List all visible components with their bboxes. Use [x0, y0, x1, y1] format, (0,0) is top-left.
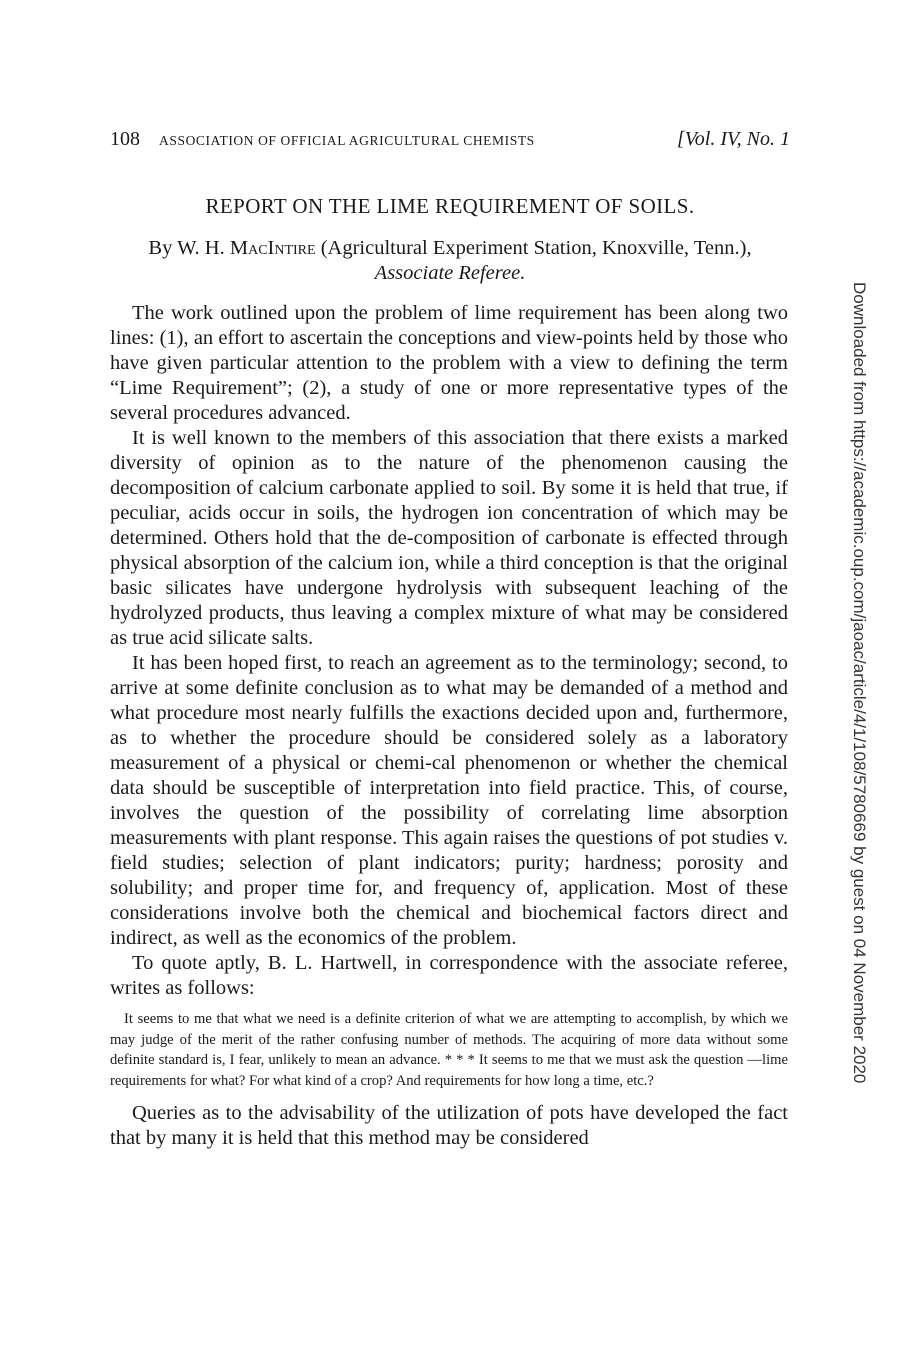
download-notice: Downloaded from https://academic.oup.com/jaoac/article/4/1/108/5780669 by guest on 04 November 2020 [850, 282, 869, 1084]
author-role: Associate Referee. [374, 262, 526, 284]
article-body [110, 301, 788, 1151]
paragraph: It is well known to the members of this association that there exists a marked diversity of opinion as to the nature of the phenomenon causing the decomposition of calcium carbonate applied to soil. By some it is held that true, if peculiar, acids occur in soils, the hydrogen ion concentration of which may be determined. Others hold that the de-composition of carbonate is effected through physical absorption of the calcium ion, while a third conception is that the original basic silicates have undergone hydrolysis with subsequent leaching of the hydrolyzed products, thus leaving a complex mixture of what may be considered as true acid silicate salts. [110, 427, 788, 649]
byline [112, 236, 788, 286]
journal-name: ASSOCIATION OF OFFICIAL AGRICULTURAL CHEMISTS [159, 133, 535, 148]
page-number: 108 [110, 128, 140, 150]
author-name: MacIntire [229, 237, 316, 259]
running-header [110, 128, 790, 151]
author-affiliation: (Agricultural Experiment Station, Knoxville, Tenn.), [315, 237, 752, 259]
paragraph: It has been hoped first, to reach an agreement as to the terminology; second, to arrive at some definite conclusion as to what may be demanded of a method and what procedure most nearly fulfills the exactions decided upon and, furthermore, as to whether the procedure should be considered solely as a laboratory measurement of a physical or chemi-cal phenomenon or whether the chemical data should be susceptible of interpretation into field practice. This, of course, involves the question of the possibility of correlating lime absorption measurements with plant response. This again raises the questions of pot studies v. field studies; selection of plant indicators; purity; hardness; porosity and solubility; and proper time for, and frequency of, application. Most of these considerations involve both the chemical and biochemical factors direct and indirect, as well as the economics of the problem. [110, 652, 788, 949]
paragraph: Queries as to the advisability of the utilization of pots have developed the fact that by many it is held that this method may be considered [110, 1102, 788, 1149]
volume-info: [Vol. IV, No. 1 [677, 128, 790, 150]
paragraph: The work outlined upon the problem of lime requirement has been along two lines: (1), an effort to ascertain the conceptions and view-points held by those who have given particular attention to the problem with a view to defining the term “Lime Requirement”; (2), a study of one or more representative types of the several procedures advanced. [110, 302, 788, 424]
download-sidebar [849, 282, 871, 1084]
byline-prefix: By W. H. [148, 237, 230, 259]
article-title: REPORT ON THE LIME REQUIREMENT OF SOILS. [205, 194, 695, 218]
paragraph: To quote aptly, B. L. Hartwell, in correspondence with the associate referee, writes as follows: [110, 952, 788, 999]
quote-text: It seems to me that what we need is a definite criterion of what we are attempting to accomplish, by which we may judge of the merit of the rather confusing number of methods. The acquiring of more data without some definite standard is, I fear, unlikely to mean an advance. * * * It seems to me that we must ask the question —lime requirements for what? For what kind of a crop? And requirements for how long a time, etc.? [110, 1011, 788, 1089]
block-quote [110, 1009, 788, 1091]
